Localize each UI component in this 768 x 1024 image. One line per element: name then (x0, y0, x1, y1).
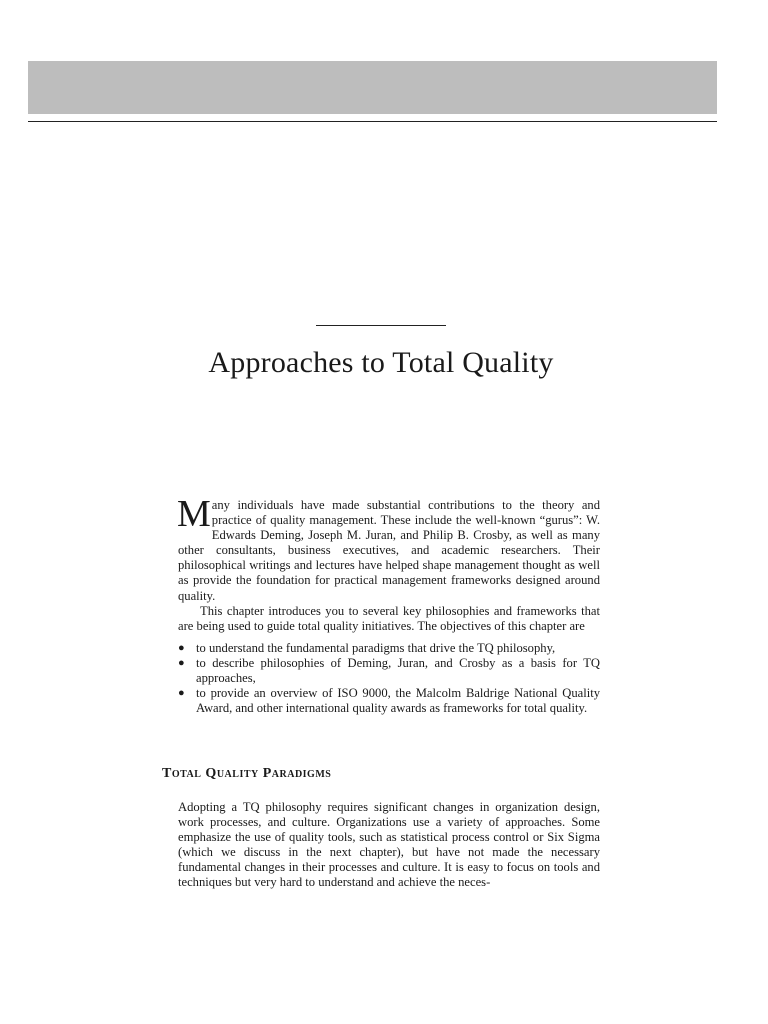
bullet-icon: ● (178, 687, 185, 700)
intro-section (177, 493, 600, 716)
objective-text: to provide an overview of ISO 9000, the Malcolm Baldrige National Quality Award, and other international quality awards as frameworks for total quality. (196, 686, 600, 716)
header-band (28, 61, 717, 114)
objectives-list (178, 641, 600, 716)
objective-text: to understand the fundamental paradigms that drive the TQ philosophy, (196, 640, 556, 655)
intro-paragraph-2: This chapter introduces you to several key philosophies and frameworks that are being used to guide total quality initiatives. The objectives of this chapter are (178, 603, 600, 633)
list-item (178, 686, 600, 716)
intro-paragraph-1-text: any individuals have made substantial contributions to the theory and practice of quality management. These include the well-known “gurus”: W. Edwards Deming, Joseph M. Juran, and Philip B. Crosby, as well as many other consultants, business executives, and academic researchers. Their philosophical writings and lectures have helped shape management thought as well as provide the foundation for practical management frameworks designed around quality. (178, 498, 600, 603)
bullet-icon: ● (178, 641, 185, 654)
section-heading: Total Quality Paradigms (162, 766, 332, 781)
title-rule (316, 325, 446, 326)
bullet-icon: ● (178, 656, 185, 669)
section-body (178, 800, 600, 891)
chapter-title: Approaches to Total Quality (208, 346, 554, 379)
header-rule (28, 121, 717, 122)
drop-cap: M (177, 493, 211, 535)
list-item (178, 656, 600, 686)
intro-paragraph-1 (177, 493, 600, 604)
list-item (178, 641, 600, 656)
objective-text: to describe philosophies of Deming, Juran, and Crosby as a basis for TQ approaches, (196, 655, 600, 686)
section-paragraph-1: Adopting a TQ philosophy requires significant changes in organization design, work processes, and culture. Organizations use a variety of approaches. Some emphasize the use of quality tools, such as statistical process control or Six Sigma (which we discuss in the next chapter), but have not made the necessary fundamental changes in their processes and culture. It is easy to focus on tools and techniques but very hard to understand and achieve the neces- (178, 800, 600, 890)
